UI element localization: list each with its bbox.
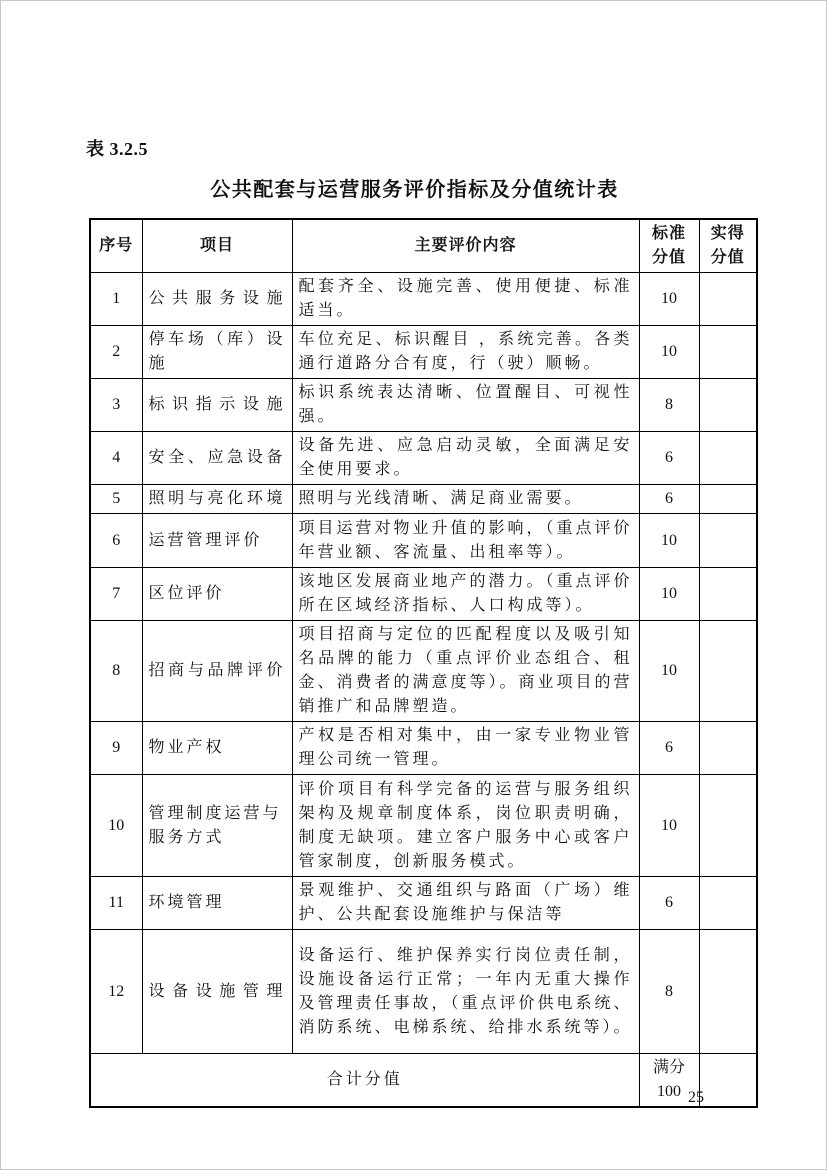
content-cell: 项目招商与定位的匹配程度以及吸引知名品牌的能力（重点评价业态组合、租金、消费者的满意度等）。商业项目的营销推广和品牌塑造。 bbox=[292, 621, 639, 722]
table-row bbox=[90, 273, 757, 326]
standard-score-cell: 6 bbox=[639, 722, 699, 775]
actual-score-cell bbox=[699, 722, 757, 775]
item-cell: 招商与品牌评价 bbox=[142, 621, 292, 722]
row-number-cell: 5 bbox=[90, 485, 142, 514]
content-cell: 项目运营对物业升值的影响，（重点评价年营业额、客流量、出租率等）。 bbox=[292, 514, 639, 568]
standard-score-cell: 6 bbox=[639, 485, 699, 514]
actual-score-cell bbox=[699, 485, 757, 514]
header-item: 项目 bbox=[142, 219, 292, 273]
content-cell: 照明与光线清晰、满足商业需要。 bbox=[292, 485, 639, 514]
table-row bbox=[90, 930, 757, 1054]
standard-score-cell: 10 bbox=[639, 273, 699, 326]
row-number-cell: 2 bbox=[90, 326, 142, 379]
table-title: 公共配套与运营服务评价指标及分值统计表 bbox=[210, 179, 619, 201]
item-cell: 环境管理 bbox=[142, 877, 292, 930]
table-row bbox=[90, 485, 757, 514]
table-row bbox=[90, 379, 757, 432]
table-row bbox=[90, 514, 757, 568]
header-actual-score: 实得分值 bbox=[699, 219, 757, 273]
table-header-row bbox=[90, 219, 757, 273]
row-number-cell: 3 bbox=[90, 379, 142, 432]
row-number-cell: 9 bbox=[90, 722, 142, 775]
content-cell: 该地区发展商业地产的潜力。（重点评价所在区域经济指标、人口构成等）。 bbox=[292, 568, 639, 621]
row-number-cell: 11 bbox=[90, 877, 142, 930]
item-cell: 公共服务设施 bbox=[142, 273, 292, 326]
content-cell: 景观维护、交通组织与路面（广场）维护、公共配套设施维护与保洁等 bbox=[292, 877, 639, 930]
table-row bbox=[90, 722, 757, 775]
standard-score-cell: 10 bbox=[639, 621, 699, 722]
table-number-label: 表 3.2.5 bbox=[86, 139, 148, 159]
row-number-cell: 6 bbox=[90, 514, 142, 568]
table-row bbox=[90, 621, 757, 722]
content-cell: 评价项目有科学完备的运营与服务组织架构及规章制度体系，岗位职责明确，制度无缺项。建立客户服务中心或客户管家制度，创新服务模式。 bbox=[292, 775, 639, 877]
total-score-label-cell: 合计分值 bbox=[90, 1054, 639, 1108]
full-score-value: 100 bbox=[657, 1083, 681, 1100]
standard-score-cell: 10 bbox=[639, 775, 699, 877]
standard-score-cell: 10 bbox=[639, 568, 699, 621]
actual-score-cell bbox=[699, 432, 757, 485]
row-number-cell: 12 bbox=[90, 930, 142, 1054]
actual-score-cell bbox=[699, 775, 757, 877]
page-number: 25 bbox=[688, 1089, 704, 1106]
header-content: 主要评价内容 bbox=[292, 219, 639, 273]
item-cell: 安全、应急设备 bbox=[142, 432, 292, 485]
standard-score-cell: 6 bbox=[639, 877, 699, 930]
content-cell: 配套齐全、设施完善、使用便捷、标准适当。 bbox=[292, 273, 639, 326]
item-cell: 区位评价 bbox=[142, 568, 292, 621]
header-standard-score: 标准分值 bbox=[639, 219, 699, 273]
content-cell: 设备运行、维护保养实行岗位责任制，设施设备运行正常；一年内无重大操作及管理责任事故，（重点评价供电系统、消防系统、电梯系统、给排水系统等）。 bbox=[292, 930, 639, 1054]
row-number-cell: 1 bbox=[90, 273, 142, 326]
item-cell: 管理制度运营与服务方式 bbox=[142, 775, 292, 877]
standard-score-cell: 6 bbox=[639, 432, 699, 485]
item-cell: 标识指示设施 bbox=[142, 379, 292, 432]
actual-score-cell bbox=[699, 273, 757, 326]
actual-score-cell bbox=[699, 568, 757, 621]
content-cell: 标识系统表达清晰、位置醒目、可视性强。 bbox=[292, 379, 639, 432]
header-no: 序号 bbox=[90, 219, 142, 273]
standard-score-cell: 10 bbox=[639, 326, 699, 379]
actual-score-cell bbox=[699, 379, 757, 432]
row-number-cell: 7 bbox=[90, 568, 142, 621]
table-row bbox=[90, 326, 757, 379]
item-cell: 停车场（库）设施 bbox=[142, 326, 292, 379]
actual-score-cell bbox=[699, 326, 757, 379]
actual-score-cell bbox=[699, 514, 757, 568]
table-row bbox=[90, 877, 757, 930]
standard-score-cell: 10 bbox=[639, 514, 699, 568]
row-number-cell: 4 bbox=[90, 432, 142, 485]
table-row bbox=[90, 568, 757, 621]
actual-score-cell bbox=[699, 1054, 757, 1108]
actual-score-cell bbox=[699, 930, 757, 1054]
item-cell: 物业产权 bbox=[142, 722, 292, 775]
table-row bbox=[90, 775, 757, 877]
content-cell: 设备先进、应急启动灵敏，全面满足安全使用要求。 bbox=[292, 432, 639, 485]
table-footer-row bbox=[90, 1054, 757, 1108]
evaluation-score-table bbox=[89, 218, 758, 1108]
item-cell: 运营管理评价 bbox=[142, 514, 292, 568]
actual-score-cell bbox=[699, 877, 757, 930]
full-score-text: 满分 bbox=[652, 1059, 685, 1076]
standard-score-cell: 8 bbox=[639, 930, 699, 1054]
item-cell: 照明与亮化环境 bbox=[142, 485, 292, 514]
row-number-cell: 10 bbox=[90, 775, 142, 877]
standard-score-cell: 8 bbox=[639, 379, 699, 432]
row-number-cell: 8 bbox=[90, 621, 142, 722]
content-cell: 车位充足、标识醒目 ，系统完善。各类通行道路分合有度，行（驶）顺畅。 bbox=[292, 326, 639, 379]
actual-score-cell bbox=[699, 621, 757, 722]
content-cell: 产权是否相对集中，由一家专业物业管理公司统一管理。 bbox=[292, 722, 639, 775]
item-cell: 设备设施管理 bbox=[142, 930, 292, 1054]
table-row bbox=[90, 432, 757, 485]
